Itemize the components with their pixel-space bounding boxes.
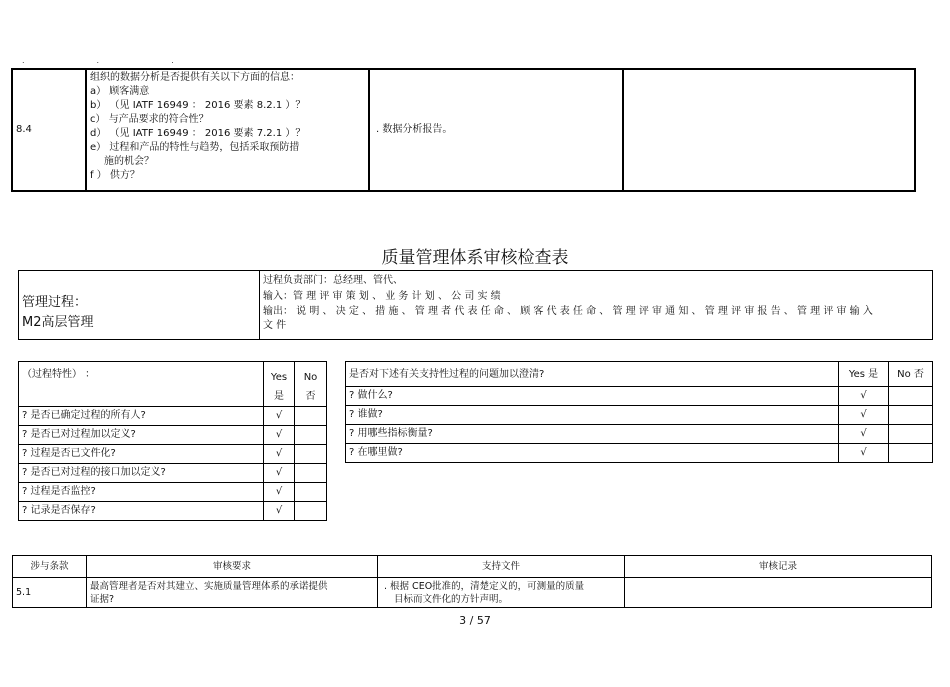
header-record: 审核记录 [625, 556, 932, 578]
header-support-doc: 支持文件 [378, 556, 625, 578]
table-row [346, 387, 933, 406]
requirement-line: c） 与产品要求的符合性？ [90, 114, 209, 125]
table-row [19, 445, 327, 464]
support-doc-cell: . 根据 CEO批准的，清楚定义的，可测量的质量 目标而文件化的方针声明。 [378, 578, 625, 608]
requirement-line: b） （见 IATF 16949 ： 2016 要素 8.2.1 ）？ [90, 100, 306, 111]
process-label-cell [19, 271, 260, 340]
table-row [19, 502, 327, 521]
yes-check: √ [839, 406, 889, 425]
question: ? 过程是否已文件化? [19, 445, 264, 464]
top-dots: ... [22, 56, 246, 65]
process-dept: 过程负责部门：总经理、管代、 [263, 275, 403, 286]
yes-check: √ [264, 502, 295, 521]
question: ? 做什么? [346, 387, 839, 406]
yes-header: Yes 是 [839, 362, 889, 387]
record-cell [623, 69, 915, 191]
table-row [19, 426, 327, 445]
table-row [346, 406, 933, 425]
process-output-tail: 文 件 [263, 320, 287, 331]
requirement-cell [86, 69, 369, 191]
table-row [346, 444, 933, 463]
checklist-header: 是否对下述有关支持性过程的问题加以澄清? [346, 362, 839, 387]
no-check [889, 387, 933, 406]
support-process-checklist [345, 361, 933, 463]
header-requirement: 审核要求 [87, 556, 378, 578]
question: ? 用哪些指标衡量? [346, 425, 839, 444]
table-row [19, 407, 327, 426]
clause-cell: 5.1 [13, 578, 87, 608]
yes-check: √ [839, 425, 889, 444]
no-check [889, 406, 933, 425]
process-label: 管理过程： [22, 295, 88, 310]
question: ? 记录是否保存? [19, 502, 264, 521]
question: ? 是否已对过程的接口加以定义? [19, 464, 264, 483]
requirement-line: a） 顾客满意 [90, 86, 150, 97]
requirement-line: f ） 供方？ [90, 170, 140, 181]
yes-header: Yes 是 [264, 362, 295, 407]
checklist-header: （过程特性） ： [19, 362, 264, 407]
requirement-line: 组织的数据分析是否提供有关以下方面的信息： [90, 72, 300, 83]
header-clause: 涉与条款 [13, 556, 87, 578]
question: ? 是否已对过程加以定义? [19, 426, 264, 445]
process-characteristics-checklist [18, 361, 327, 521]
table-row [19, 464, 327, 483]
process-table [18, 270, 933, 340]
process-name: M2高层管理 [22, 315, 94, 330]
page-number: 3 / 57 [459, 614, 491, 627]
no-check [295, 464, 327, 483]
yes-check: √ [264, 483, 295, 502]
no-check [295, 426, 327, 445]
table-row [346, 425, 933, 444]
requirement-line: d） （见 IATF 16949 ： 2016 要素 7.2.1 ）？ [90, 128, 306, 139]
table-row [19, 483, 327, 502]
page-title: 质量管理体系审核检查表 [381, 248, 569, 268]
no-check [295, 445, 327, 464]
support-doc-cell: . 数据分析报告。 [369, 69, 623, 191]
clause-cell: 8.4 [12, 69, 86, 191]
requirement-cell: 最高管理者是否对其建立、实施质量管理体系的承诺提供 证据? [87, 578, 378, 608]
question: ? 是否已确定过程的所有人? [19, 407, 264, 426]
no-check [889, 425, 933, 444]
yes-check: √ [839, 444, 889, 463]
no-check [295, 483, 327, 502]
yes-check: √ [264, 445, 295, 464]
no-header: No 否 [889, 362, 933, 387]
question: ? 谁做? [346, 406, 839, 425]
question: ? 过程是否监控? [19, 483, 264, 502]
question: ? 在哪里做? [346, 444, 839, 463]
record-cell [625, 578, 932, 608]
yes-check: √ [264, 407, 295, 426]
process-output: 输出： 说 明 、 决 定 、 措 施 、 管 理 者 代 表 任 命 、 顾 客 代 表 任 命 、 管 理 评 审 通 知 、 管 理 评 审 报 告 、 管 理 评 审 输 入 [263, 306, 873, 317]
process-input: 输入：管 理 评 审 策 划 、 业 务 计 划 、 公 司 实 绩 [263, 291, 501, 302]
yes-check: √ [264, 464, 295, 483]
no-header: No 否 [295, 362, 327, 407]
no-check [889, 444, 933, 463]
no-check [295, 407, 327, 426]
yes-check: √ [264, 426, 295, 445]
audit-table [12, 555, 932, 608]
yes-check: √ [839, 387, 889, 406]
section-8-4-table [11, 68, 916, 192]
table-row [13, 578, 932, 608]
process-details-cell [260, 271, 933, 340]
requirement-line: e） 过程和产品的特性与趋势，包括采取预防措 [90, 142, 300, 153]
requirement-line: 施的机会？ [104, 156, 154, 167]
no-check [295, 502, 327, 521]
